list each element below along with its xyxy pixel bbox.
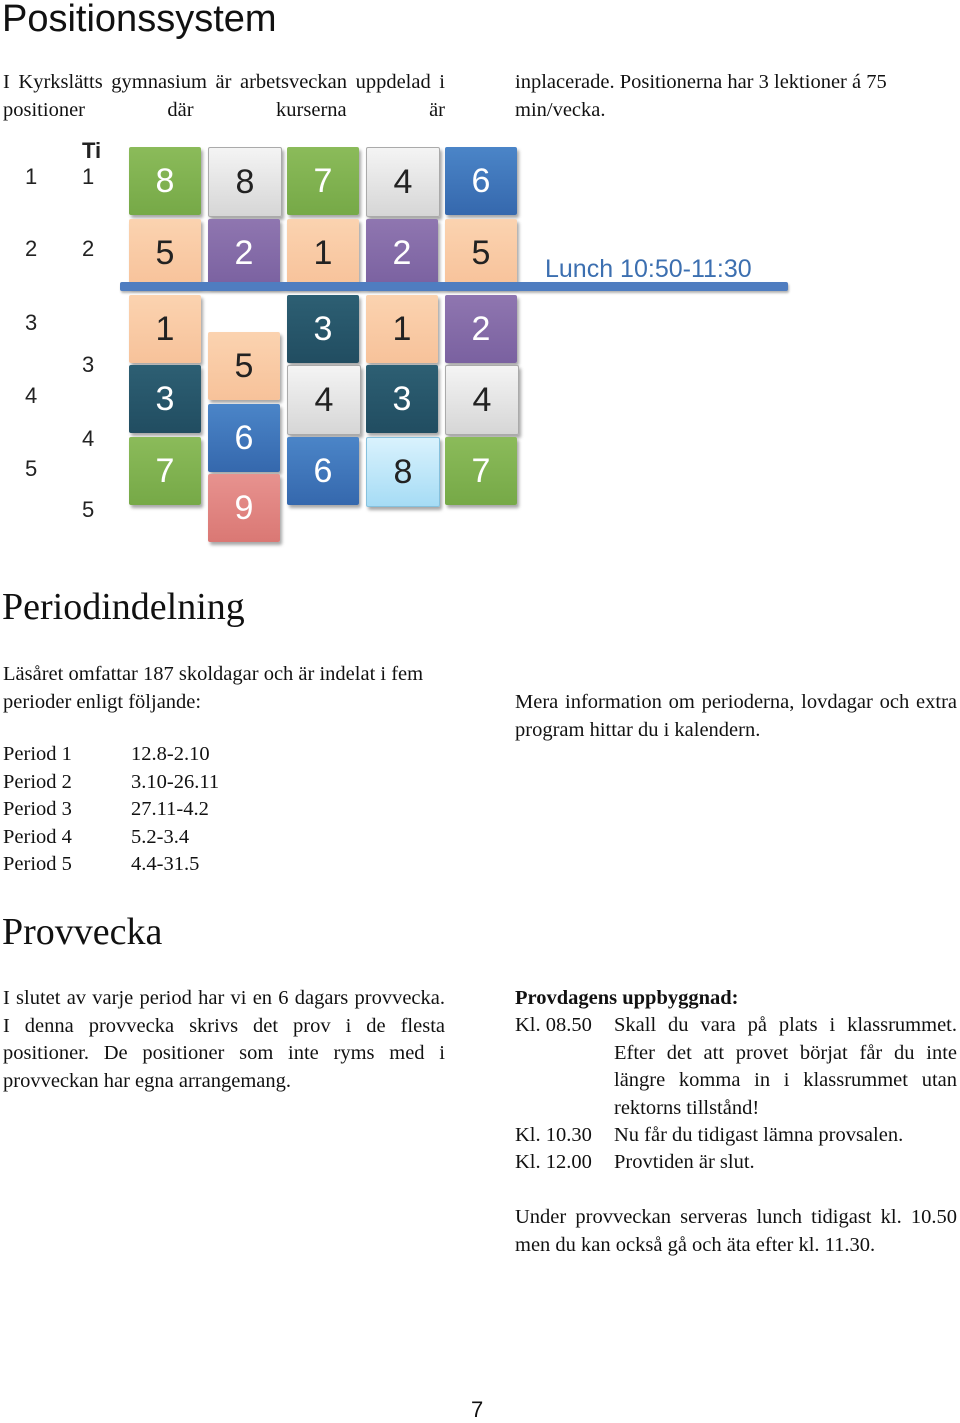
position-tile: 8 (366, 437, 440, 507)
more-info-text: Mera information om perioderna, lovdagar och extra program hittar du i kalendern. (515, 691, 957, 741)
period-dates: 12.8-2.10 (131, 743, 210, 765)
inner-row-label: 2 (82, 236, 95, 261)
position-tile: 5 (129, 219, 201, 287)
position-tile: 8 (208, 147, 282, 217)
period-dates: 5.2-3.4 (131, 826, 190, 848)
provdag-schedule-row (515, 1122, 957, 1150)
position-tile: 5 (445, 219, 517, 287)
provdag-schedule-row (515, 1149, 957, 1177)
inner-row-label: 1 (82, 164, 95, 189)
position-tile: 7 (445, 437, 517, 505)
outer-row-label: 5 (25, 456, 38, 481)
provdag-schedule-row (515, 1012, 957, 1122)
position-tile: 5 (208, 332, 280, 400)
intro-text-right: inplacerade. Positionerna har 3 lektioner á 75 min/vecka. (515, 71, 887, 121)
outer-row-label: 4 (25, 383, 38, 408)
period-intro: Läsåret omfattar 187 skoldagar och är indelat i fem perioder enligt följande: (3, 663, 424, 713)
provdag-time: Kl. 08.50 (515, 1014, 592, 1036)
position-tile: 6 (287, 437, 359, 505)
section-title-periodindelning: Periodindelning (2, 586, 245, 628)
position-tile: 1 (366, 295, 438, 363)
provdag-time: Kl. 12.00 (515, 1151, 592, 1173)
provvecka-lunch-note: Under provveckan serveras lunch tidigast kl. 10.50 men du kan också gå och äta efter kl. 11.30. (515, 1206, 957, 1256)
position-tile: 2 (208, 219, 280, 287)
section-title-provvecka: Provvecka (2, 911, 163, 953)
period-label: Period 3 (3, 798, 72, 820)
position-tile: 6 (445, 147, 517, 215)
position-tile: 3 (129, 365, 201, 433)
position-tile: 1 (287, 219, 359, 287)
position-tile: 3 (287, 295, 359, 363)
inner-row-label: 5 (82, 497, 95, 522)
provdag-heading: Provdagens uppbyggnad: (515, 987, 739, 1009)
position-tile: 4 (445, 365, 519, 435)
position-tile: 9 (208, 474, 280, 542)
outer-row-label: 1 (25, 164, 38, 189)
position-tile: 7 (129, 437, 201, 505)
provdag-text: Nu får du tidigast lämna provsalen. (614, 1124, 904, 1146)
period-dates: 4.4-31.5 (131, 853, 200, 875)
inner-row-label: 3 (82, 352, 95, 377)
period-dates: 27.11-4.2 (131, 798, 209, 820)
provdag-time: Kl. 10.30 (515, 1124, 592, 1146)
outer-row-label: 2 (25, 236, 38, 261)
period-label: Period 5 (3, 853, 72, 875)
position-tile: 2 (445, 295, 517, 363)
lunch-label: Lunch 10:50-11:30 (545, 255, 752, 283)
section-title-positionssystem: Positionssystem (2, 0, 277, 40)
provdag-text: Skall du vara på plats i klassrummet. Efter det att provet börjat får du inte längre komma in i klassrummet utan rektorns tillstånd! (614, 1014, 957, 1119)
position-tile: 4 (366, 147, 440, 217)
period-label: Period 2 (3, 771, 72, 793)
day-label: Ti (82, 138, 102, 163)
position-tile: 3 (366, 365, 438, 433)
page-number: 7 (471, 1397, 484, 1422)
intro-text-left: I Kyrkslätts gymnasium är arbetsveckan uppdelad i positioner där kurserna är (3, 71, 445, 121)
provdag-text: Provtiden är slut. (614, 1151, 755, 1173)
inner-row-label: 4 (82, 426, 95, 451)
position-tile: 7 (287, 147, 359, 215)
period-label: Period 1 (3, 743, 72, 765)
position-tile: 6 (208, 404, 280, 472)
outer-row-label: 3 (25, 310, 38, 335)
period-label: Period 4 (3, 826, 72, 848)
position-tile: 8 (129, 147, 201, 215)
position-tile: 2 (366, 219, 438, 287)
position-tile: 4 (287, 365, 361, 435)
position-tile: 1 (129, 295, 201, 363)
provvecka-body: I slutet av varje period har vi en 6 dagars provvecka. I denna provvecka skrivs det prov i de flesta positioner. De positioner som inte ryms med i provveckan har egna arrangemang. (3, 987, 445, 1092)
period-dates: 3.10-26.11 (131, 771, 220, 793)
